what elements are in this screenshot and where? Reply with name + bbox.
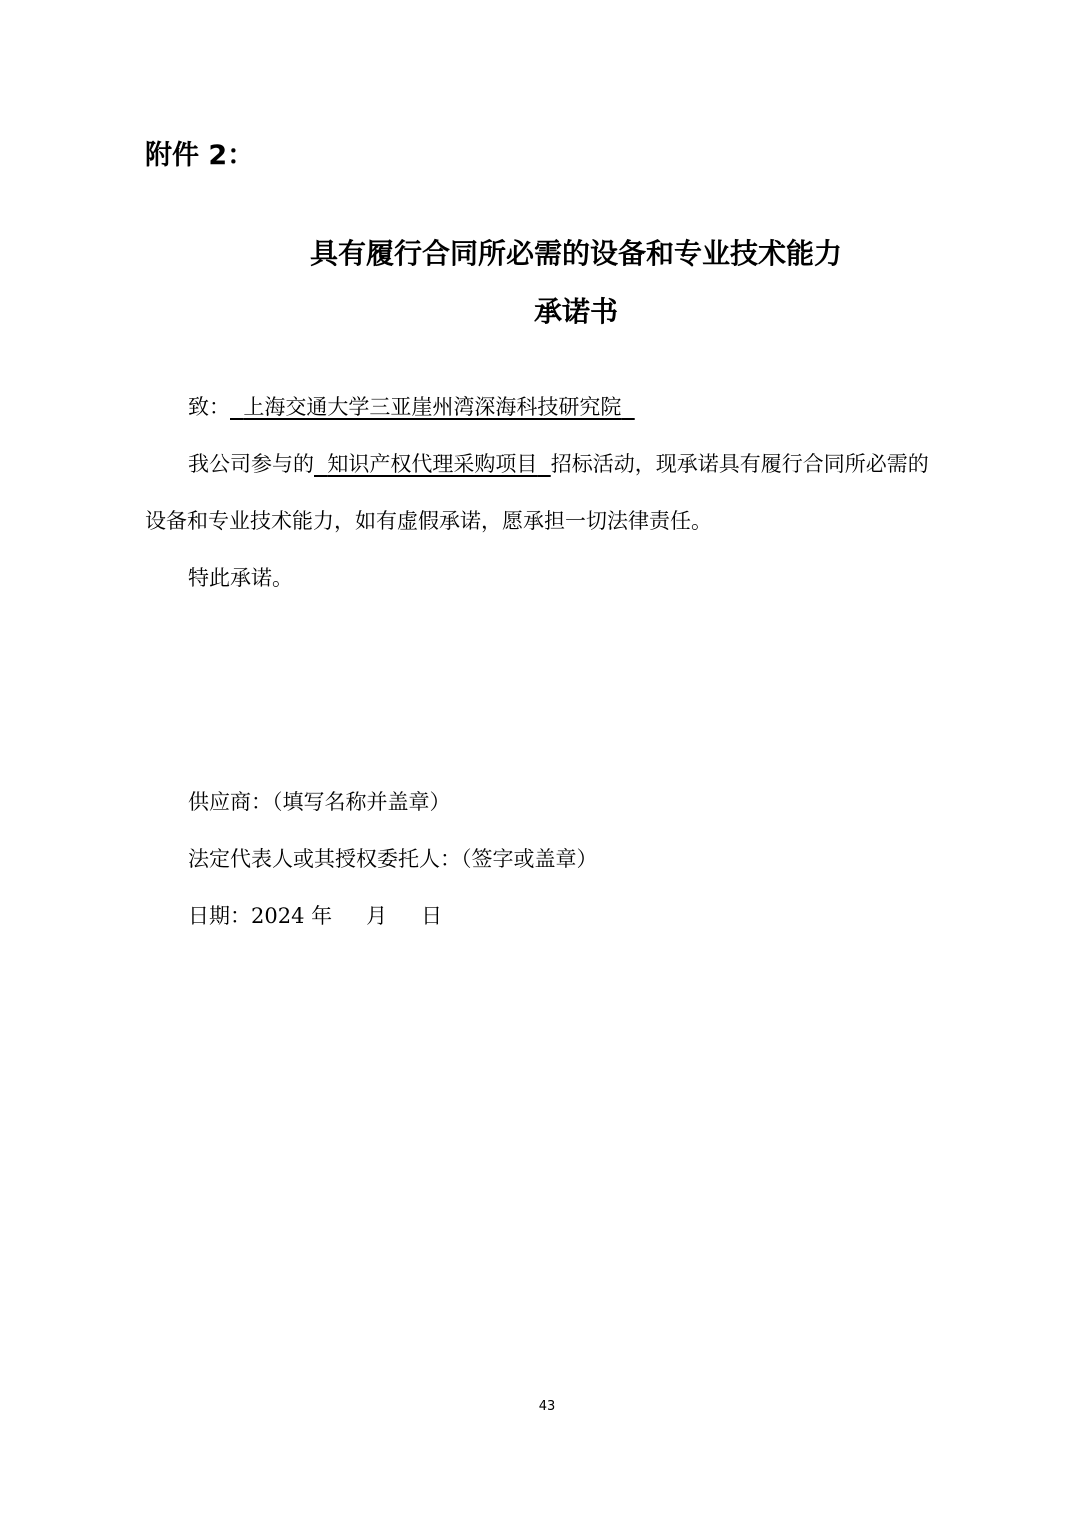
date-prefix: 日期：2024 年	[188, 904, 333, 928]
representative-line: 法定代表人或其授权委托人：（签字或盖章）	[188, 847, 598, 871]
body-paragraph-line2: 设备和专业技术能力，如有虚假承诺，愿承担一切法律责任。	[145, 509, 712, 533]
body-paragraph-line1	[188, 454, 929, 475]
recipient-name: 上海交通大学三亚崖州湾深海科技研究院	[243, 395, 622, 419]
attachment-label: 附件 2：	[145, 140, 255, 171]
supplier-line: 供应商：（填写名称并盖章）	[188, 790, 451, 814]
date-line	[188, 906, 442, 927]
page-number: 43	[538, 1399, 556, 1414]
document-subtitle: 承诺书	[533, 295, 618, 328]
para1-suffix: 招标活动，现承诺具有履行合同所必需的	[550, 452, 929, 476]
date-month: 月	[366, 904, 388, 928]
recipient-prefix: 致：	[188, 395, 230, 419]
para1-prefix: 我公司参与的	[188, 452, 314, 476]
closing-statement: 特此承诺。	[188, 566, 293, 590]
date-day: 日	[421, 904, 443, 928]
document-title: 具有履行合同所必需的设备和专业技术能力	[309, 237, 842, 270]
recipient-line	[188, 397, 635, 418]
project-name: 知识产权代理采购项目	[327, 452, 538, 476]
